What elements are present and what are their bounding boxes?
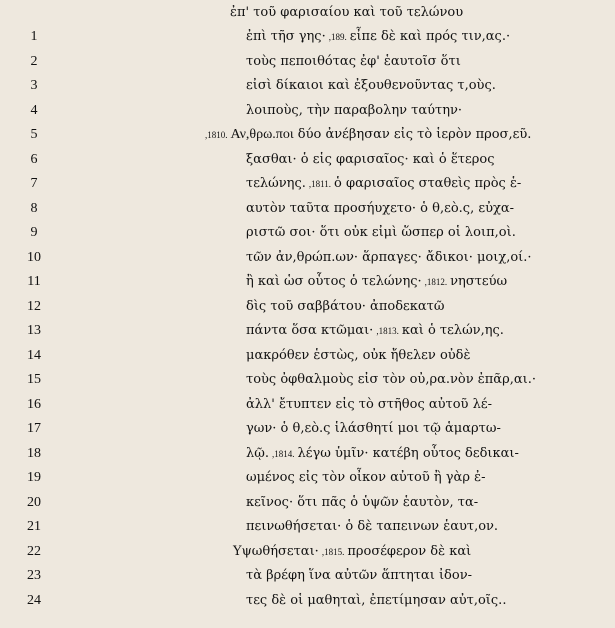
line-text xyxy=(246,201,514,216)
text-line xyxy=(0,345,615,369)
line-segment: τοὺς ὀφθαλμοὺς εἰσ τὸν οὐ,ρα.νὸν ἐπᾶρ,αι.· xyxy=(246,372,536,387)
line-number: 6 xyxy=(30,151,38,167)
line-segment: πάντα ὅσα κτῶμαι· xyxy=(246,323,374,338)
verse-marker: ,1811. xyxy=(308,179,332,189)
text-line xyxy=(0,541,615,565)
line-segment: Υψωθήσεται· xyxy=(233,543,319,559)
line-number: 23 xyxy=(27,568,41,583)
line-number: 8 xyxy=(30,200,38,216)
line-segment: ἀλλ' ἔτυπτεν εἰς τὸ στῆθος αὐτοῦ λέ- xyxy=(246,396,492,412)
line-text xyxy=(202,127,531,143)
line-text xyxy=(246,519,498,534)
line-segment: εἰσὶ δίκαιοι καὶ ἐξουθενοῦντας τ,οὺς. xyxy=(246,78,496,93)
text-line xyxy=(0,198,615,222)
text-line xyxy=(0,418,615,442)
line-text xyxy=(246,348,471,363)
line-number: 21 xyxy=(27,519,41,534)
text-line xyxy=(0,565,615,589)
text-line xyxy=(0,173,615,197)
line-segment: ἐπὶ τῆσ γης· xyxy=(246,29,326,44)
line-segment: τοὺς πεποιθότας ἐφ' ἑαυτοῖσ ὅτι xyxy=(246,53,461,69)
section-title: ἐπ' τοῦ φαρισαίου καὶ τοῦ τελώνου xyxy=(230,5,464,20)
line-number: 7 xyxy=(30,176,38,191)
line-number: 9 xyxy=(30,225,38,240)
line-number: 11 xyxy=(27,274,41,289)
line-number: 24 xyxy=(27,592,41,608)
line-text xyxy=(246,323,504,338)
verse-marker: ,1814. xyxy=(271,448,295,459)
line-number: 5 xyxy=(30,127,38,142)
line-number: 4 xyxy=(30,102,38,118)
line-number: 19 xyxy=(27,470,41,485)
line-text xyxy=(246,225,516,240)
text-line xyxy=(0,149,615,173)
line-segment: μακρόθεν ἑστὼς, οὐκ ἤθελεν οὐδὲ xyxy=(246,347,471,363)
line-text xyxy=(246,397,492,412)
line-text xyxy=(233,544,471,559)
line-segment: ξασθαι· ὁ εἱς φαρισαῖος· καὶ ὁ ἕτερος xyxy=(246,151,495,167)
line-segment: δύο ἀνέβησαν εἰς τὸ ἱερὸν προσ,εῦ. xyxy=(293,127,532,142)
line-number: 18 xyxy=(27,445,41,461)
line-text xyxy=(246,470,485,485)
line-text xyxy=(246,152,494,167)
line-segment: αυτὸν ταῦτα προσήυχετο· ὁ θ,εὸ.ς, εὐχα- xyxy=(246,200,515,216)
verse-marker: ,189. xyxy=(328,32,347,42)
line-segment: τες δὲ οἱ μαθηταὶ, ἐπετίμησαν αὐτ,οῖς.. xyxy=(246,592,507,608)
line-text xyxy=(246,299,444,314)
line-segment: πεινωθήσεται· ὁ δὲ ταπεινων ἑαυτ,ον. xyxy=(246,519,499,534)
line-text xyxy=(246,593,506,608)
text-line xyxy=(0,516,615,540)
verse-marker: ,1815. xyxy=(321,546,345,557)
line-segment: κεῖνος· ὅτι πᾶς ὁ ὑψῶν ἑαυτὸν, τα- xyxy=(246,494,479,510)
line-number: 13 xyxy=(27,323,41,338)
line-segment: ὁ φαρισαῖος σταθεὶς πρὸς ἑ- xyxy=(334,176,522,191)
line-segment: ωμένος εἰς τὸν οἶκον αὐτοῦ ἢ γὰρ ἐ- xyxy=(246,470,486,485)
line-number: 3 xyxy=(30,78,38,93)
text-line xyxy=(0,124,615,148)
text-line xyxy=(0,271,615,295)
text-line xyxy=(0,492,615,516)
text-line xyxy=(0,443,615,467)
text-line xyxy=(0,369,615,393)
line-text xyxy=(246,78,496,93)
line-number: 16 xyxy=(27,396,41,412)
line-segment: ἢ καὶ ὡσ οὗτος ὁ τελώνης· xyxy=(246,274,422,289)
text-line xyxy=(0,100,615,124)
line-number: 10 xyxy=(27,249,41,265)
line-text xyxy=(246,103,462,118)
line-text xyxy=(246,250,532,265)
line-number: 2 xyxy=(30,53,38,69)
verse-marker: ,1812. xyxy=(424,277,448,287)
line-text xyxy=(246,54,461,69)
text-line xyxy=(0,590,615,614)
line-segment: λοιποὺς, τὴν παραβολην ταύτην· xyxy=(246,102,463,118)
text-line xyxy=(0,51,615,75)
line-text xyxy=(246,421,501,436)
line-number: 12 xyxy=(27,298,41,314)
text-line xyxy=(0,296,615,320)
line-segment: προσέφερον δὲ καὶ xyxy=(347,543,472,559)
line-segment: τῶν ἀν,θρώπ.ων· ἅρπαγες· ἄδικοι· μοιχ,οί.· xyxy=(246,249,532,265)
line-segment: ριστῶ σοι· ὅτι οὐκ εἰμὶ ὥσπερ οἱ λοιπ,οὶ. xyxy=(246,225,516,240)
line-number: 20 xyxy=(27,494,41,510)
line-text xyxy=(246,176,521,191)
line-segment: τελώνης. xyxy=(246,176,306,191)
line-segment: λέγω ὑμῖν· κατέβη οὗτος δεδικαι- xyxy=(297,445,519,461)
line-number: 22 xyxy=(27,543,41,559)
line-word: Αν,θρω.ποι xyxy=(230,127,294,142)
line-text xyxy=(246,568,472,583)
line-text xyxy=(246,495,478,510)
line-text xyxy=(246,274,507,289)
text-line xyxy=(0,394,615,418)
line-text xyxy=(246,29,510,44)
verse-marker: ,1813. xyxy=(376,326,399,336)
line-text xyxy=(246,372,536,387)
text-line xyxy=(0,222,615,246)
text-line xyxy=(0,75,615,99)
text-line xyxy=(0,247,615,271)
line-number: 1 xyxy=(30,29,38,44)
line-segment: εἶπε δὲ καὶ πρός τιν,ας.· xyxy=(349,29,511,44)
text-line xyxy=(0,467,615,491)
line-number: 15 xyxy=(27,372,41,387)
line-segment: τὰ βρέφη ἵνα αὐτῶν ἅπτηται ἰδον- xyxy=(246,568,472,583)
line-segment: νηστεύω xyxy=(450,274,508,289)
line-segment: δὶς τοῦ σαββάτου· ἀποδεκατῶ xyxy=(246,298,445,314)
line-segment: γων· ὁ θ,εὸ.ς ἱλάσθητί μοι τῷ ἁμαρτω- xyxy=(246,421,501,436)
line-number: 17 xyxy=(27,421,41,436)
text-line xyxy=(0,320,615,344)
line-segment: λῷ. xyxy=(246,445,269,461)
verse-marker: ,1810. xyxy=(205,130,228,140)
text-line xyxy=(0,26,615,50)
line-segment: καὶ ὁ τελών,ης. xyxy=(401,323,504,338)
line-text xyxy=(246,446,519,461)
line-number: 14 xyxy=(27,347,41,363)
